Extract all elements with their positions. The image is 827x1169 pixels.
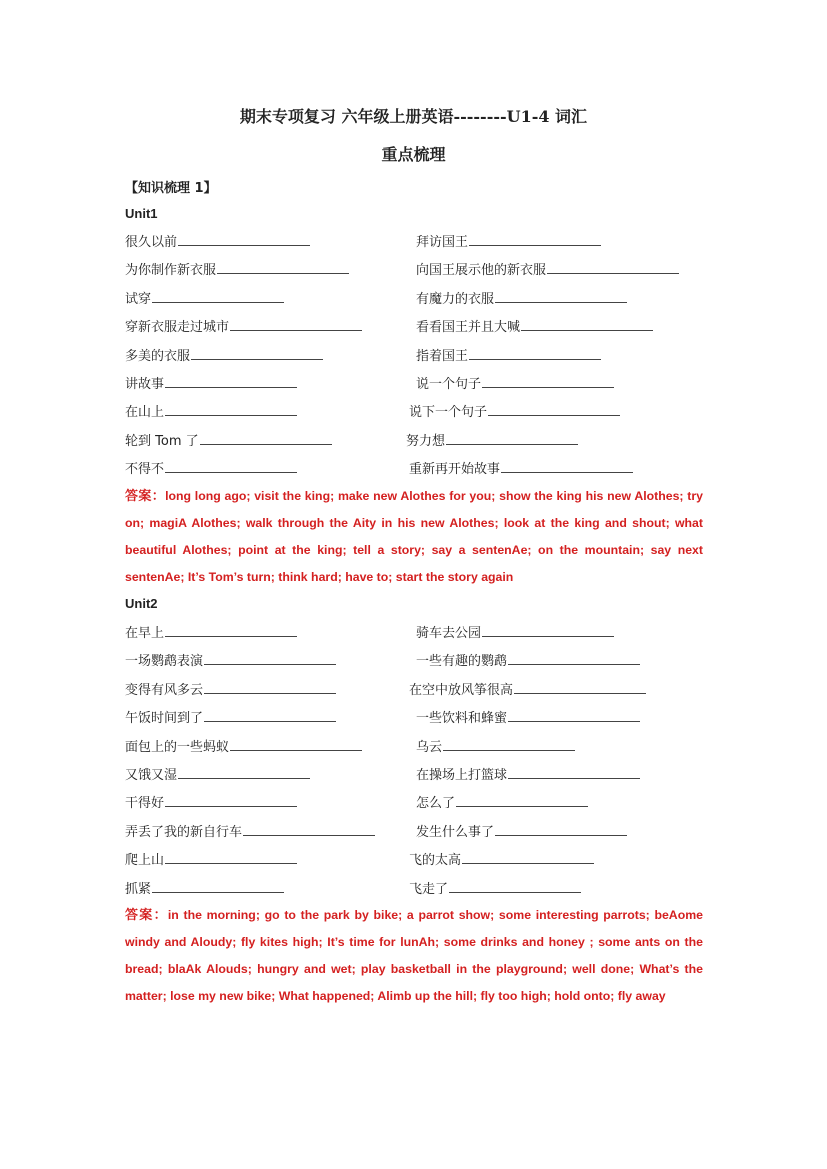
answer-blank: [521, 318, 653, 331]
answer-blank: [449, 880, 581, 893]
answer-blank: [482, 624, 614, 637]
phrase-right: [416, 288, 627, 307]
phrase-text: 努力想: [406, 433, 446, 449]
phrase-left: [125, 792, 297, 811]
answer-blank: [191, 347, 323, 360]
phrase-text: 说下一个句子: [409, 405, 488, 421]
phrase-text: 发生什么事了: [416, 824, 495, 840]
answer-blank: [230, 738, 362, 751]
phrase-right: [416, 736, 575, 755]
answer-blank: [495, 823, 627, 836]
exercise-row: [125, 231, 705, 251]
answer-blank: [462, 851, 594, 864]
phrase-text: 轮到 Tom 了: [125, 433, 199, 449]
phrase-right: [416, 764, 640, 783]
phrase-text: 干得好: [125, 796, 165, 812]
phrase-left: [125, 316, 362, 335]
phrase-left: [125, 373, 297, 392]
phrase-left: [125, 878, 284, 897]
exercise-row: [125, 679, 705, 699]
phrase-text: 爬上山: [125, 853, 165, 869]
phrase-left: [125, 622, 297, 641]
answer-blank: [443, 738, 575, 751]
phrase-right: [409, 878, 581, 897]
phrase-text: 看看国王并且大喊: [416, 320, 521, 336]
exercise-row: [125, 622, 705, 642]
unit2-answer: [125, 902, 703, 1010]
phrase-text: 又饿又湿: [125, 768, 178, 783]
answer-blank: [165, 375, 297, 388]
phrase-text: 穿新衣服走过城市: [125, 320, 230, 336]
answer-blank: [204, 709, 336, 722]
phrase-text: 一场鹦鹉表演: [125, 654, 204, 670]
exercise-row: [125, 288, 705, 308]
phrase-text: 向国王展示他的新衣服: [416, 263, 547, 279]
answer-blank: [243, 823, 375, 836]
phrase-left: [125, 821, 375, 840]
answer-blank: [152, 290, 284, 303]
exercise-row: [125, 373, 705, 393]
answer-blank: [165, 460, 297, 473]
phrase-text: 不得不: [125, 462, 165, 478]
phrase-text: 飞的太高: [409, 853, 462, 869]
answer-blank: [488, 403, 620, 416]
phrase-text: 飞走了: [409, 881, 449, 897]
answer-label: 答案：: [125, 489, 166, 504]
exercise-row: [125, 430, 705, 450]
phrase-left: [125, 430, 332, 449]
exercise-row: [125, 259, 705, 279]
phrase-right: [409, 458, 633, 477]
exercise-row: [125, 849, 705, 869]
phrase-right: [416, 231, 601, 250]
phrase-right: [409, 849, 594, 868]
answer-blank: [165, 624, 297, 637]
phrase-right: [406, 430, 578, 449]
phrase-right: [416, 345, 601, 364]
phrase-text: 骑车去公园: [416, 626, 482, 641]
answer-blank: [508, 766, 640, 779]
phrase-text: 说一个句子: [416, 377, 482, 392]
phrase-text: 在山上: [125, 405, 165, 421]
phrase-right: [416, 622, 614, 641]
answer-blank: [178, 766, 310, 779]
answer-blank: [456, 794, 588, 807]
answer-blank: [204, 652, 336, 665]
phrase-left: [125, 650, 336, 669]
answer-blank: [165, 794, 297, 807]
phrase-text: 为你制作新衣服: [125, 263, 217, 279]
exercise-row: [125, 878, 705, 898]
exercise-row: [125, 707, 705, 727]
phrase-right: [416, 373, 614, 392]
phrase-left: [125, 401, 297, 420]
phrase-text: 抓紧: [125, 881, 152, 897]
unit1-answer: [125, 483, 703, 591]
phrase-left: [125, 849, 297, 868]
phrase-text: 面包上的一些蚂蚁: [125, 739, 230, 755]
answer-blank: [165, 851, 297, 864]
exercise-row: [125, 821, 705, 841]
phrase-right: [409, 401, 620, 420]
answer-blank: [217, 261, 349, 274]
unit2-label: Unit2: [125, 596, 158, 611]
phrase-left: [125, 458, 297, 477]
exercise-row: [125, 345, 705, 365]
exercise-row: [125, 316, 705, 336]
answer-blank: [514, 681, 646, 694]
phrase-right: [416, 821, 627, 840]
phrase-text: 很久以前: [125, 235, 178, 250]
exercise-row: [125, 736, 705, 756]
phrase-right: [416, 650, 640, 669]
answer-blank: [200, 432, 332, 445]
phrase-left: [125, 259, 349, 278]
answer-blank: [469, 347, 601, 360]
phrase-text: 指着国王: [416, 348, 469, 364]
phrase-text: 午饭时间到了: [125, 711, 204, 727]
answer-blank: [230, 318, 362, 331]
phrase-text: 乌云: [416, 739, 443, 755]
phrase-right: [416, 792, 588, 811]
section-heading: 【知识梳理 1】: [125, 181, 217, 196]
answer-blank: [495, 290, 627, 303]
answer-blank: [547, 261, 679, 274]
answer-blank: [165, 403, 297, 416]
answer-text: in the morning; go to the park by bike; a parrot show; some interesting parrots; beAome windy and Aloudy; fly kites high; It’s time for lunAh; some drinks and honey ; some ants on the bread; blaAk Alouds; hungry and wet; play basketball in the playground; well done; What’s the matter; lose my new bike; What happened; Alimb up the hill; fly too high; hold onto; fly away: [125, 908, 703, 1003]
exercise-row: [125, 401, 705, 421]
phrase-left: [125, 679, 336, 698]
phrase-left: [125, 764, 310, 783]
phrase-left: [125, 736, 362, 755]
answer-blank: [178, 233, 310, 246]
phrase-left: [125, 707, 336, 726]
exercise-row: [125, 458, 705, 478]
phrase-right: [409, 679, 646, 698]
exercise-row: [125, 650, 705, 670]
phrase-text: 怎么了: [416, 796, 456, 812]
unit1-label: Unit1: [125, 206, 158, 221]
answer-blank: [446, 432, 578, 445]
answer-blank: [508, 652, 640, 665]
phrase-text: 一些有趣的鹦鹉: [416, 654, 508, 670]
phrase-text: 在早上: [125, 626, 165, 641]
phrase-right: [416, 316, 653, 335]
phrase-text: 在空中放风筝很高: [409, 682, 514, 698]
phrase-text: 讲故事: [125, 377, 165, 392]
phrase-left: [125, 345, 323, 364]
phrase-text: 有魔力的衣服: [416, 291, 495, 307]
answer-label: 答案：: [125, 908, 168, 923]
phrase-left: [125, 288, 284, 307]
phrase-text: 拜访国王: [416, 235, 469, 250]
answer-blank: [482, 375, 614, 388]
phrase-text: 试穿: [125, 291, 152, 307]
answer-blank: [204, 681, 336, 694]
phrase-text: 一些饮料和蜂蜜: [416, 711, 508, 727]
phrase-text: 重新再开始故事: [409, 462, 501, 478]
phrase-right: [416, 707, 640, 726]
phrase-right: [416, 259, 679, 278]
phrase-text: 多美的衣服: [125, 348, 191, 364]
phrase-left: [125, 231, 310, 250]
phrase-text: 在操场上打篮球: [416, 768, 508, 783]
document-subtitle: 重点梳理: [381, 145, 446, 164]
answer-text: long long ago; visit the king; make new Alothes for you; show the king his new Alothes; try on; magiA Alothes; walk through the Aity in his new Alothes; look at the king and shout; what beautiful Alothes; point at the king; tell a story; say a sentenAe; on the mountain; say next sentenAe; It’s Tom’s turn; think hard; have to; start the story again: [125, 489, 703, 584]
exercise-row: [125, 792, 705, 812]
answer-blank: [501, 460, 633, 473]
exercise-row: [125, 764, 705, 784]
phrase-text: 弄丢了我的新自行车: [125, 824, 243, 840]
answer-blank: [508, 709, 640, 722]
answer-blank: [152, 880, 284, 893]
phrase-text: 变得有风多云: [125, 682, 204, 698]
document-title: 期末专项复习 六年级上册英语--------U1-4 词汇: [239, 107, 588, 126]
answer-blank: [469, 233, 601, 246]
